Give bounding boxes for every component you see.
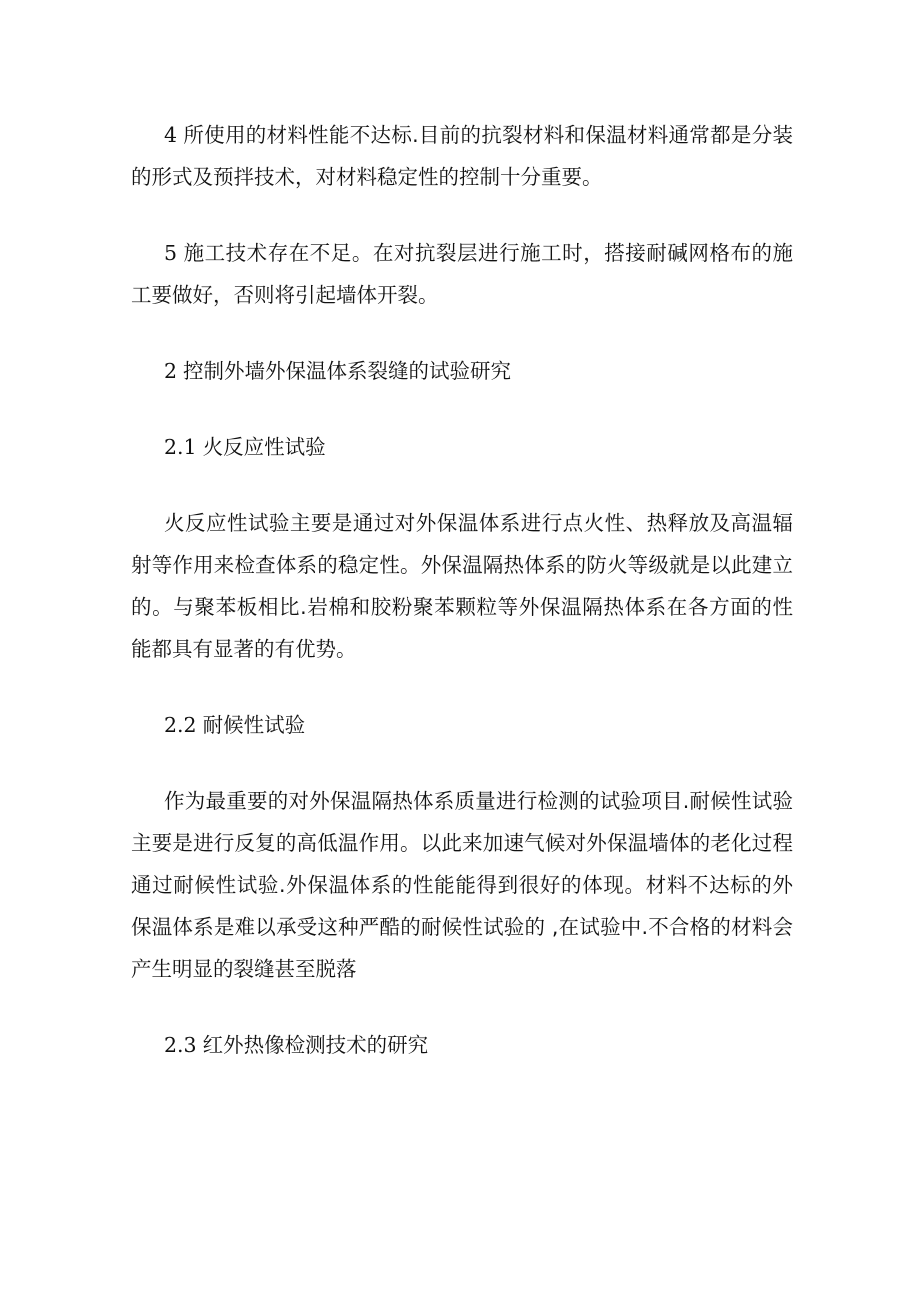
paragraph-item-5 xyxy=(131,232,793,316)
paragraph-item-4 xyxy=(131,114,793,198)
section-number: 2.3 xyxy=(164,1033,197,1057)
paragraph-text: 火反应性试验主要是通过对外保温体系进行点火性、热释放及高温辐射等作用来检查体系的稳定性。外保温隔热体系的防火等级就是以此建立的。与聚苯板相比.岩棉和胶粉聚苯颗粒等外保温隔热体系在各方面的性能都具有显著的有优势。 xyxy=(131,511,793,661)
paragraph-text: 施工技术存在不足。在对抗裂层进行施工时，搭接耐碱网格布的施工要做好，否则将引起墙体开裂。 xyxy=(131,241,793,307)
section-number: 2.2 xyxy=(164,713,197,737)
item-number: 5 xyxy=(164,241,178,265)
section-title: 耐候性试验 xyxy=(202,713,306,737)
paragraph-text: 作为最重要的对外保温隔热体系质量进行检测的试验项目.耐候性试验主要是进行反复的高低温作用。以此来加速气候对外保温墙体的老化过程通过耐候性试验.外保温体系的性能能得到很好的体现。材料不达标的外保温体系是难以承受这种严酷的耐候性试验的 ,在试验中.不合格的材料会产生明显的裂缝甚至脱落 xyxy=(131,789,793,981)
paragraph-fire-reaction xyxy=(131,502,793,670)
paragraph-text: 所使用的材料性能不达标.目前的抗裂材料和保温材料通常都是分装的形式及预拌技术，对材料稳定性的控制十分重要。 xyxy=(131,123,793,189)
section-title: 火反应性试验 xyxy=(202,435,326,459)
section-number: 2.1 xyxy=(164,435,197,459)
section-heading-2-1 xyxy=(131,426,793,468)
paragraph-weather-resistance xyxy=(131,780,793,990)
section-heading-2 xyxy=(131,350,793,392)
section-title: 红外热像检测技术的研究 xyxy=(202,1033,429,1057)
item-number: 4 xyxy=(164,123,178,147)
document-body xyxy=(131,114,793,1100)
section-number: 2 xyxy=(164,359,178,383)
section-heading-2-3 xyxy=(131,1024,793,1066)
section-title: 控制外墙外保温体系裂缝的试验研究 xyxy=(183,359,512,383)
section-heading-2-2 xyxy=(131,704,793,746)
